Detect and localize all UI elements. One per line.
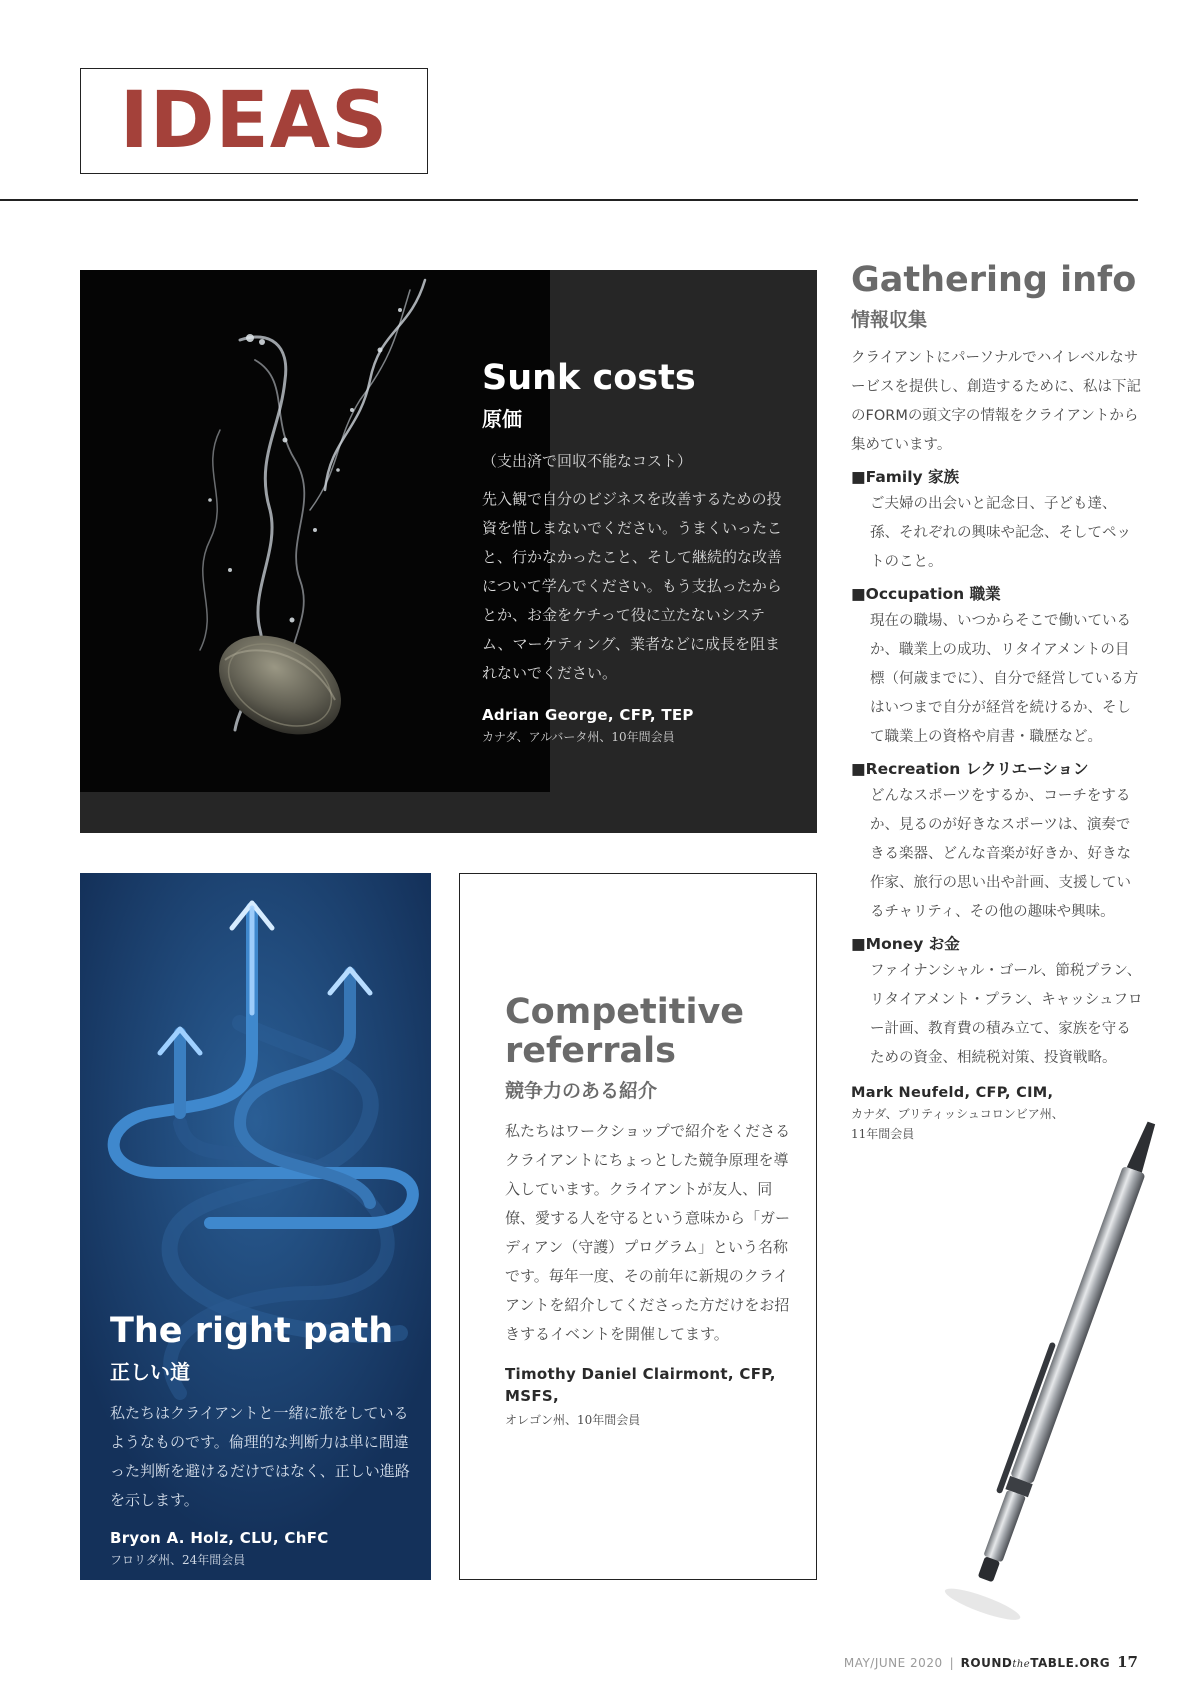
competitive-referrals-title (505, 993, 795, 1070)
gathering-info-intro: クライアントにパーソナルでハイレベルなサービスを提供し、創造するために、私は下記のFORMの頭文字の情報をクライアントから集めています。 (851, 349, 1141, 453)
sunk-costs-author: Adrian George, CFP, TEP (482, 705, 694, 724)
competitive-referrals-subtitle: 競争力のある紹介 (505, 1080, 658, 1102)
gathering-info-title: Gathering info (851, 260, 1137, 300)
section-title: IDEAS (119, 76, 389, 166)
sunk-costs-location: カナダ、アルバータ州、10年間会員 (482, 729, 675, 744)
competitive-referrals-location: オレゴン州、10年間会員 (505, 1413, 641, 1427)
brand-table-org: TABLE.ORG (1030, 1656, 1111, 1670)
competitive-referrals-author: Timothy Daniel Clairmont, CFP, MSFS, (505, 1365, 776, 1405)
footer-separator: | (949, 1656, 954, 1670)
form-body-occupation: 現在の職場、いつからそこで働いているか、職業上の成功、リタイアメントの目標（何歳までに）、自分で経営している方はいつまで自分が経営を続けるか、そして職業上の資格や肩書・職歴など。 (870, 612, 1139, 745)
coin-in-water-icon (80, 270, 550, 792)
coin-in-water-photo (80, 270, 550, 792)
form-body-family: ご夫婦の出会いと記念日、子ども達、孫、それぞれの興味や記念、そしてペットのこと。 (870, 495, 1131, 570)
form-heading-family: ■Family 家族 (851, 467, 960, 486)
sunk-costs-note: （支出済で回収不能なコスト） (482, 451, 693, 470)
form-heading-money: ■Money お金 (851, 934, 960, 953)
form-heading-recreation: ■Recreation レクリエーション (851, 759, 1089, 778)
brand-the: the (1012, 1659, 1031, 1670)
right-path-title: The right path (110, 1311, 394, 1351)
section-title-box (80, 68, 428, 174)
gathering-info-location (851, 1104, 1143, 1144)
competitive-referrals-body: 私たちはワークショップで紹介をくださるクライアントにちょっとした競争原理を導入しています。クライアントが友人、同僚、愛する人を守るという意味から「ガーディアン（守護）プログラム」という名称です。毎年一度、その前年に新規のクライアントを紹介してくださった方だけをお招きするイベントを開催してます。 (505, 1122, 791, 1343)
pen-icon (940, 1100, 1200, 1640)
issue-date: MAY/JUNE 2020 (843, 1656, 943, 1670)
gathering-info-column (851, 262, 1143, 1144)
form-body-money: ファイナンシャル・ゴール、節税プラン、リタイアメント・プラン、キャッシュフロー計画、教育費の積み立て、家族を守るための資金、相続税対策、投資戦略。 (870, 962, 1143, 1066)
gathering-info-author: Mark Neufeld, CFP, CIM, (851, 1084, 1054, 1101)
right-path-subtitle: 正しい道 (110, 1359, 190, 1384)
right-path-body: 私たちはクライアントと一緒に旅をしているようなものです。倫理的な判断力は単に間違った判断を避けるだけではなく、正しい進路を示します。 (110, 1403, 410, 1509)
competitive-referrals-title-line1: Competitive (505, 992, 745, 1032)
footer-brand (961, 1656, 1110, 1670)
competitive-referrals-title-line2: referrals (505, 1030, 676, 1071)
header-rule (0, 199, 1138, 201)
gathering-info-location-line2: 11年間会員 (851, 1126, 915, 1141)
sunk-costs-title: Sunk costs (482, 358, 696, 398)
sunk-costs-text (482, 360, 792, 745)
right-path-author: Bryon A. Holz, CLU, ChFC (110, 1528, 329, 1547)
right-path-location: フロリダ州、24年間会員 (110, 1552, 246, 1567)
right-path-panel (80, 873, 431, 1580)
sunk-costs-subtitle: 原価 (482, 406, 522, 431)
page-number: 17 (1117, 1653, 1138, 1671)
page-footer (844, 1653, 1138, 1671)
competitive-referrals-text (505, 993, 795, 1428)
sunk-costs-body: 先入観で自分のビジネスを改善するための投資を惜しまないでください。うまくいったこと、行かなかったこと、そして継続的な改善について学んでください。もう支払ったからとか、お金をケチって役に立たないシステム、マーケティング、業者などに成長を阻まれないでください。 (482, 489, 783, 682)
gathering-info-subtitle: 情報収集 (851, 308, 928, 331)
brand-round: ROUND (960, 1656, 1013, 1670)
sunk-costs-panel (80, 270, 817, 833)
form-body-recreation: どんなスポーツをするか、コーチをするか、見るのが好きなスポーツは、演奏できる楽器、どんな音楽が好きか、好きな作家、旅行の思い出や計画、支援しているチャリティ、その他の趣味や興味。 (870, 787, 1131, 920)
form-heading-occupation: ■Occupation 職業 (851, 584, 1001, 603)
right-path-text (110, 1313, 410, 1568)
gathering-info-location-line1: カナダ、ブリティッシュコロンビア州、 (851, 1106, 1064, 1121)
